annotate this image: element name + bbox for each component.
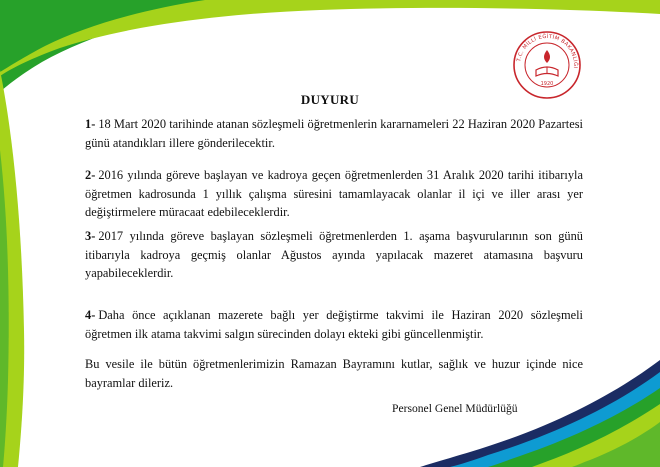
- paragraph-2: [85, 166, 583, 222]
- paragraph-text: Daha önce açıklanan mazerete bağlı yer değiştirme takvimi ile Haziran 2020 sözleşmeli öğretmen ilk atama takvimi salgın sürecinden dolayı ekteki gibi güncellenmiştir.: [85, 308, 583, 341]
- seal-ring-text: T.C. MİLLİ EĞİTİM BAKANLIĞI: [516, 33, 579, 69]
- paragraph-text: 2016 yılında göreve başlayan ve kadroya geçen öğretmenlerden 31 Aralık 2020 tarihi itibarıyla öğretmen kadrosunda 1 yıllık çalışma süresini tamamlayacak olanlar il içi ve iller arası yer değiştirmelere müracaat edebileceklerdir.: [85, 168, 583, 219]
- paragraph-4: [85, 306, 583, 343]
- paragraph-number: 4-: [85, 308, 96, 322]
- paragraph-number: 3-: [85, 229, 96, 243]
- paragraph-text: 18 Mart 2020 tarihinde atanan sözleşmeli öğretmenlerin kararnameleri 22 Haziran 2020 Pazartesi günü atandıkları illere gönderilecektir.: [85, 117, 583, 150]
- seal-year: 1920: [540, 81, 554, 87]
- closing-paragraph: Bu vesile ile bütün öğretmenlerimizin Ramazan Bayramını kutlar, sağlık ve huzur içinde nice bayramlar dileriz.: [85, 357, 583, 390]
- paragraph-number: 1-: [85, 117, 96, 131]
- paragraph-text: 2017 yılında göreve başlayan sözleşmeli öğretmenlerden 1. aşama başvurularının son günü itibarıyla kadroya geçmiş olanlar Ağustos ayında yapılacak mazeret atamasına başvuru yapabileceklerdir.: [85, 229, 583, 280]
- paragraph-number: 2-: [85, 168, 96, 182]
- ministry-seal-icon: [512, 30, 582, 100]
- signature: Personel Genel Müdürlüğü: [392, 402, 518, 415]
- paragraph-1: [85, 115, 583, 152]
- page-title: DUYURU: [300, 92, 360, 107]
- paragraph-3: [85, 227, 583, 283]
